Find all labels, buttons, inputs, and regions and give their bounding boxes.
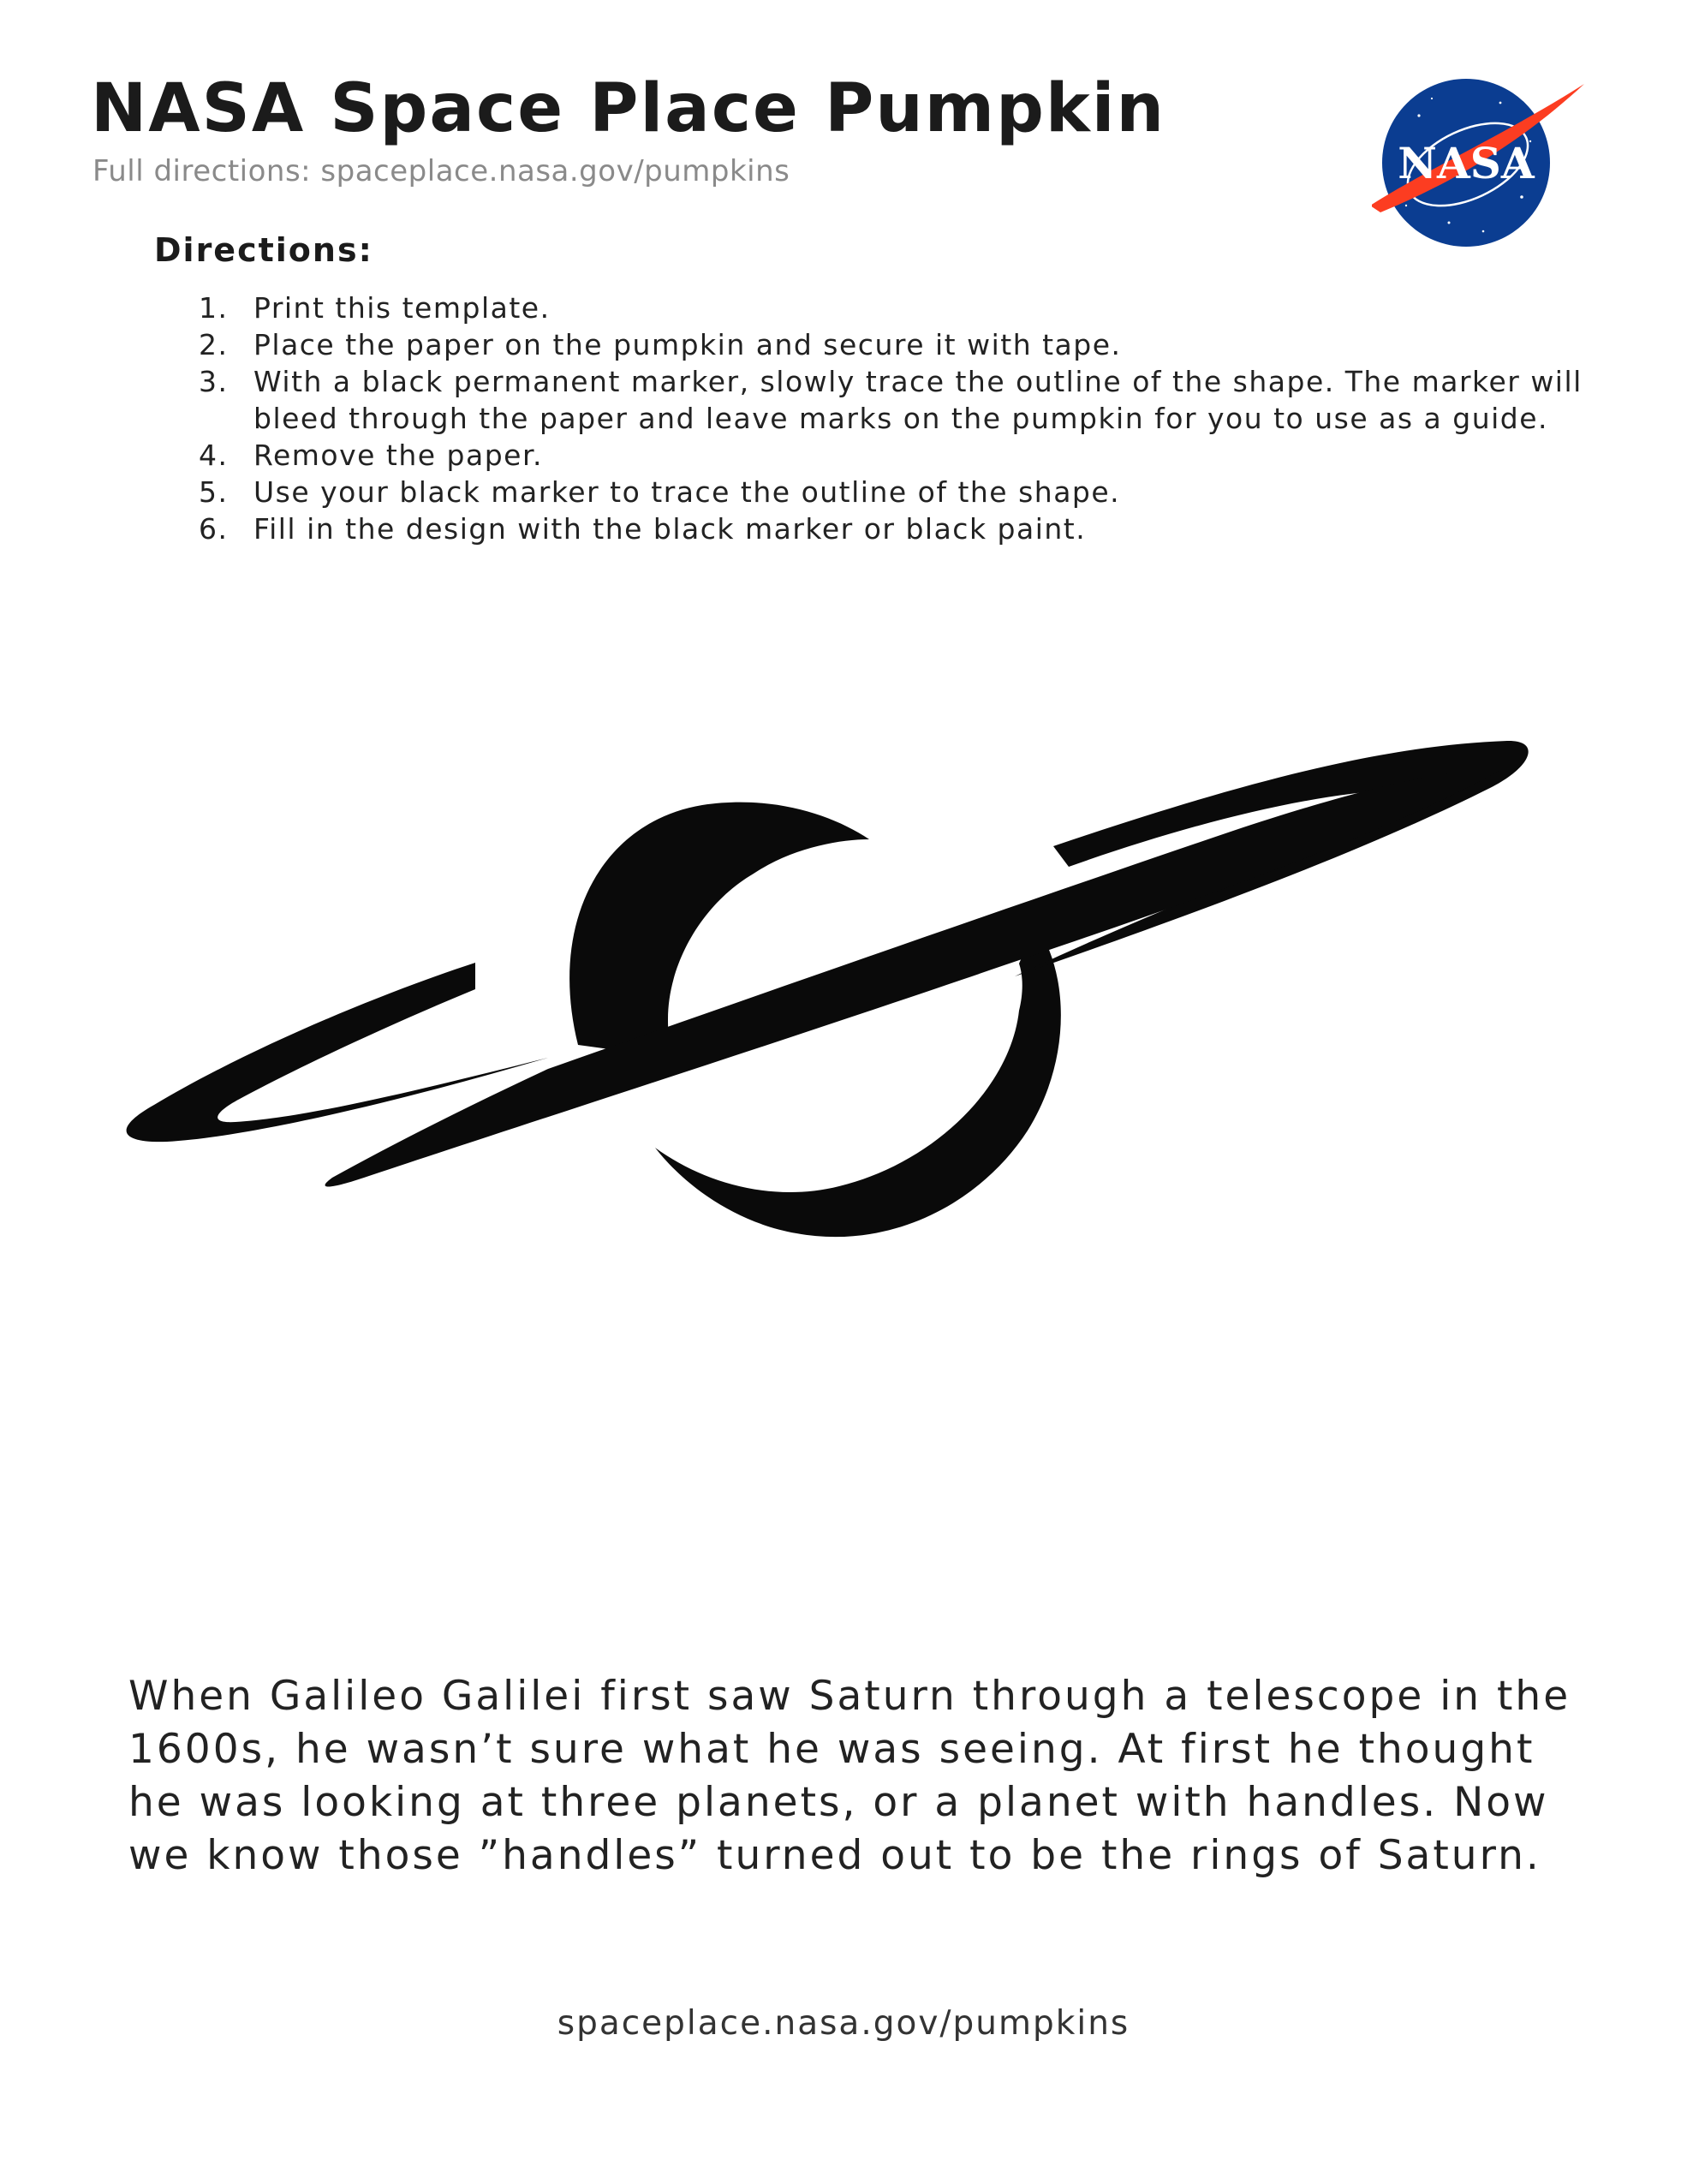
list-item (199, 326, 1603, 363)
directions-heading: Directions: (154, 231, 373, 269)
list-item (199, 474, 1603, 510)
step-text: Fill in the design with the black marker or black paint. (253, 512, 1087, 546)
saturn-icon (120, 719, 1576, 1405)
step-number: 1. (199, 291, 229, 325)
list-item (199, 437, 1603, 474)
directions-link-text: Full directions: spaceplace.nasa.gov/pumpkins (92, 154, 790, 188)
nasa-logo-text: NASA (1398, 138, 1535, 188)
step-number: 2. (199, 328, 229, 361)
list-item (199, 289, 1603, 326)
step-number: 4. (199, 439, 229, 472)
ring (127, 741, 1529, 1187)
page-title: NASA Space Place Pumpkin (91, 70, 1166, 147)
list-item (199, 510, 1603, 547)
step-number: 6. (199, 512, 229, 546)
step-number: 5. (199, 475, 229, 509)
step-text: Use your black marker to trace the outline of the shape. (253, 475, 1121, 509)
step-number: 3. (199, 365, 229, 398)
step-text: With a black permanent marker, slowly trace the outline of the shape. The marker will bleed through the paper and leave marks on the pumpkin for you to use as a guide. (253, 365, 1583, 435)
step-text: Print this template. (253, 291, 551, 325)
directions-list (199, 289, 1603, 547)
list-item (199, 363, 1603, 437)
step-text: Remove the paper. (253, 439, 544, 472)
step-text: Place the paper on the pumpkin and secure it with tape. (253, 328, 1122, 361)
nasa-logo-icon (1372, 77, 1586, 248)
footer-url: spaceplace.nasa.gov/pumpkins (557, 2004, 1130, 2043)
saturn-fact-paragraph: When Galileo Galilei first saw Saturn through a telescope in the 1600s, he wasn’t sure what he was seeing. At first he thought he was looking at three planets, or a planet with handles. Now we know those ”handles” turned out to be the rings of Saturn. (128, 1673, 1571, 1879)
